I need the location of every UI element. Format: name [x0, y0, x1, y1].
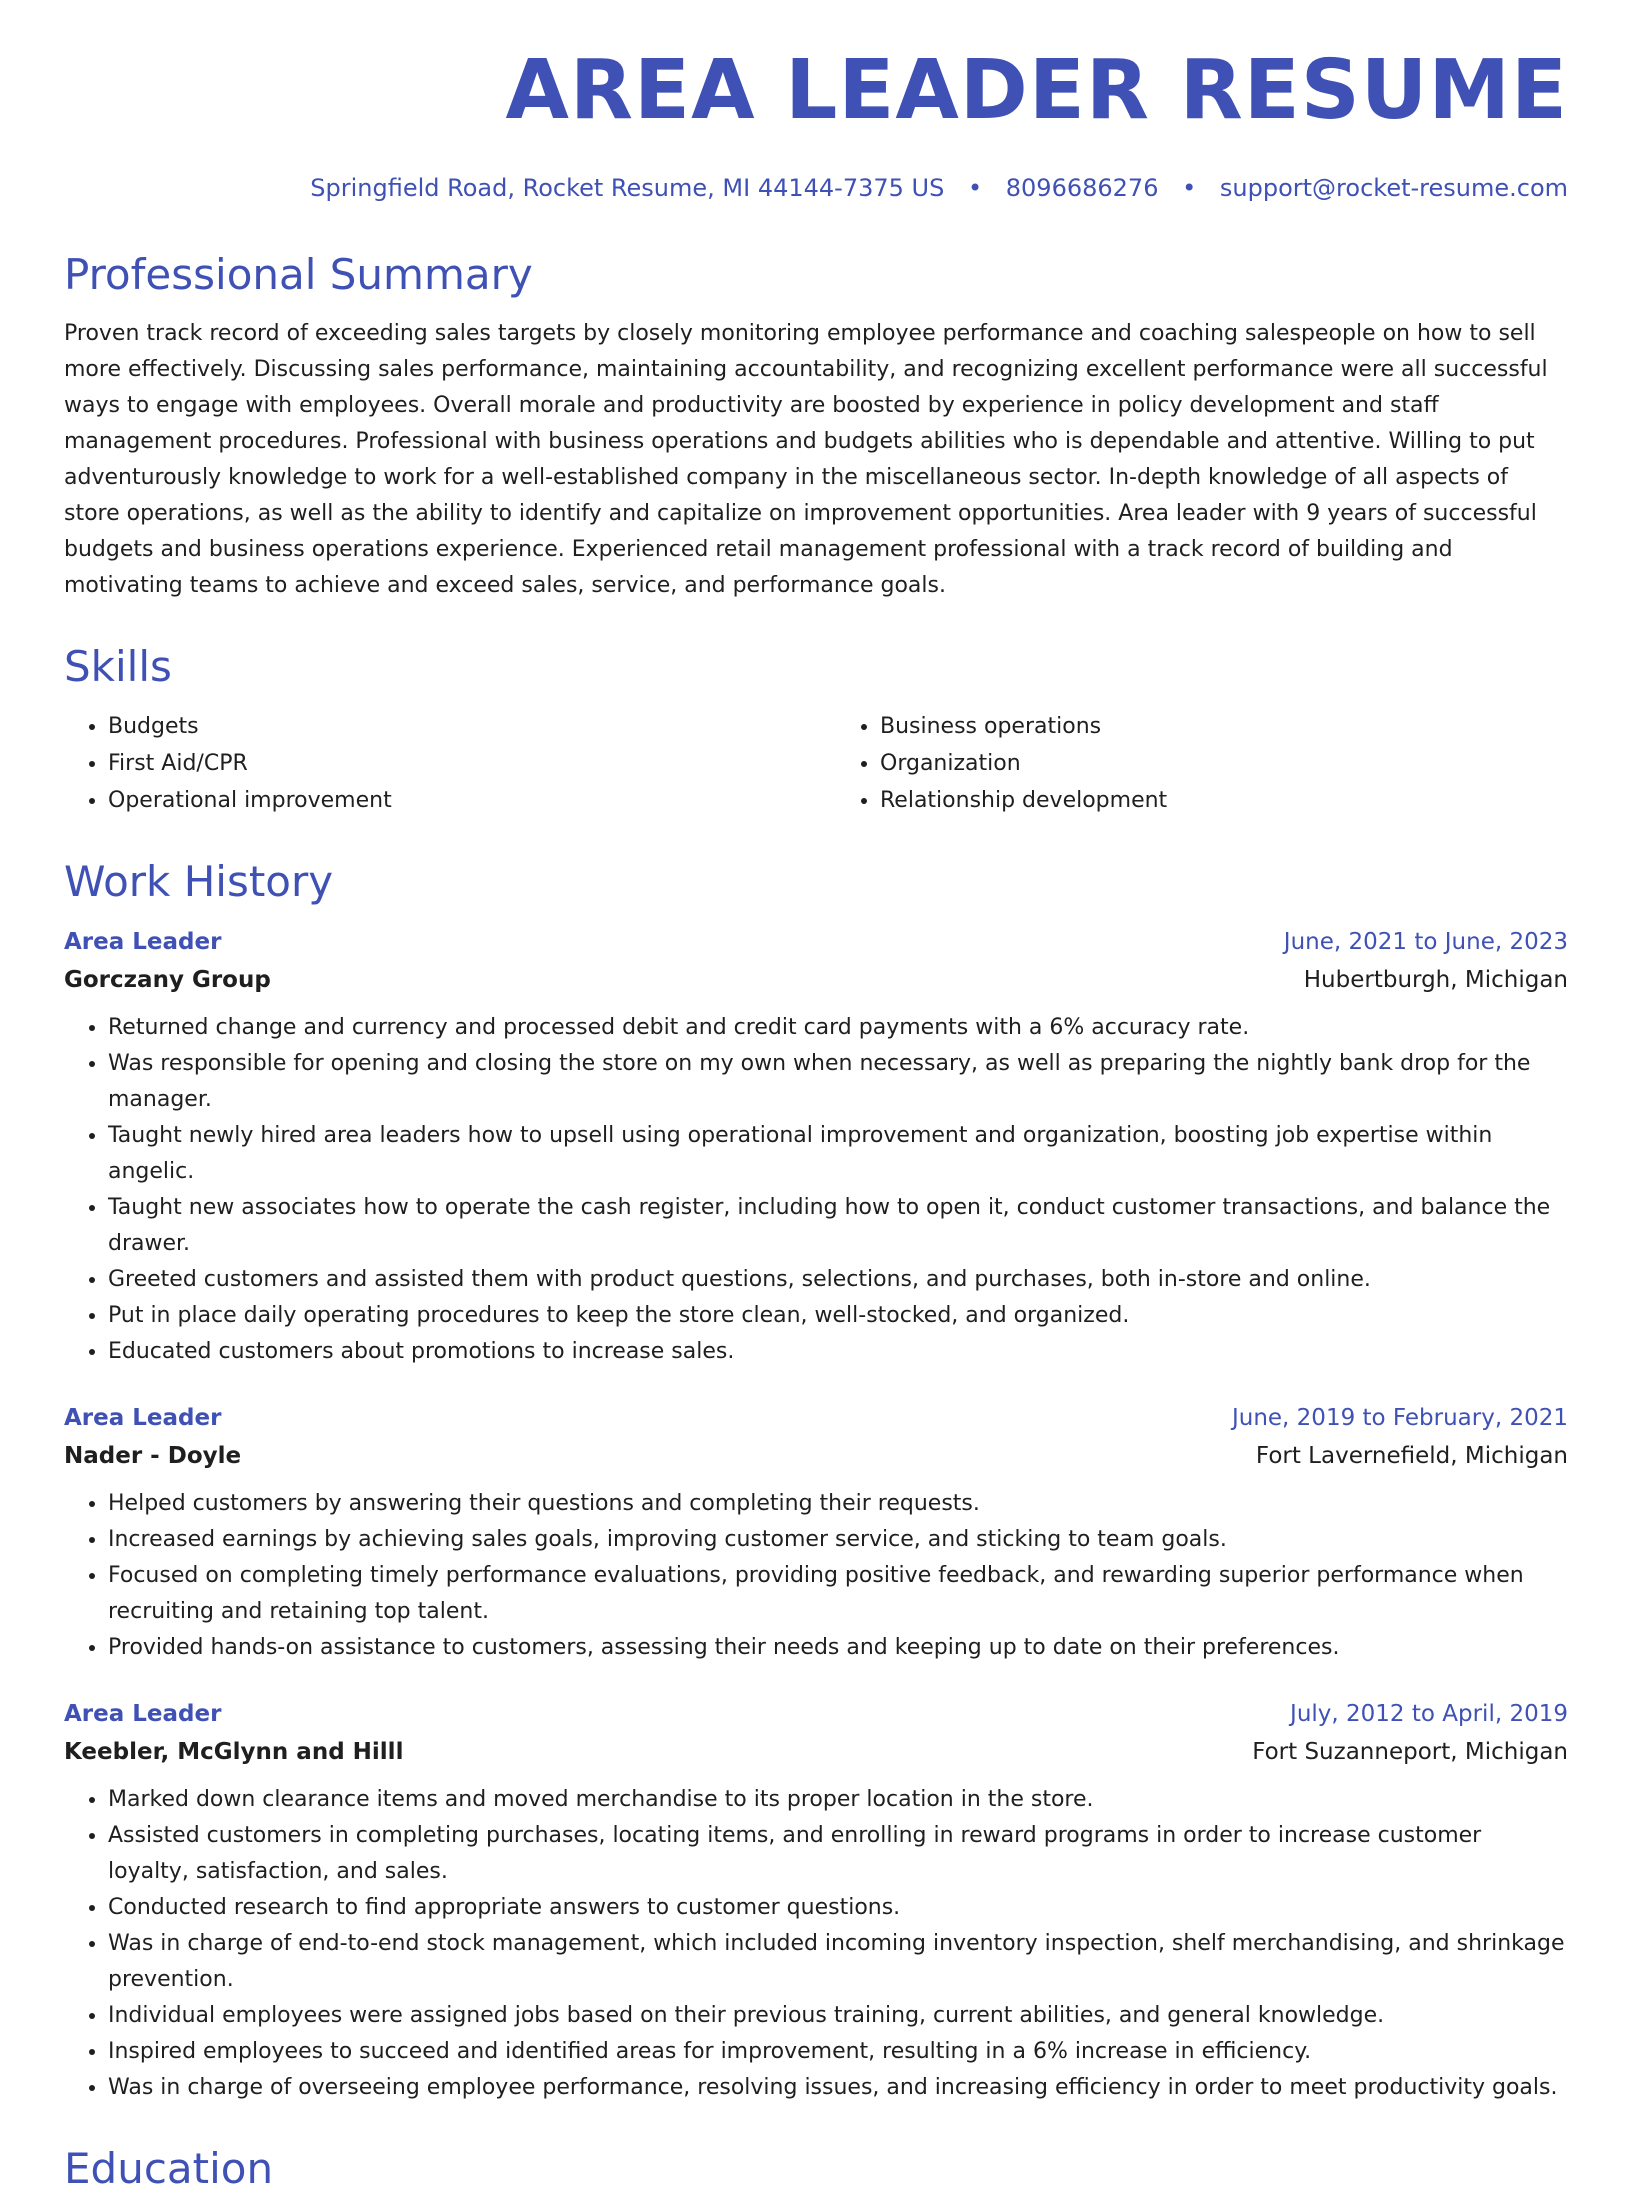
skill-item: • Organization — [880, 745, 1568, 782]
contact-separator: • — [967, 174, 983, 202]
job-bullet: • Individual employees were assigned jobs based on their previous training, current abilities, and general knowledge. — [108, 1998, 1568, 2034]
job-location: Hubertburgh, Michigan — [1303, 966, 1568, 993]
job-header-row — [64, 1400, 1568, 1436]
job-bullet: • Assisted customers in completing purchases, locating items, and enrolling in reward programs in order to increase customer loyalty, satisfaction, and sales. — [108, 1818, 1568, 1890]
job-bullet: • Increased earnings by achieving sales goals, improving customer service, and sticking to team goals. — [108, 1522, 1568, 1558]
job-bullet: • Put in place daily operating procedures to keep the store clean, well-stocked, and organized. — [108, 1298, 1568, 1334]
skill-item: • Budgets — [108, 708, 796, 745]
job-entry — [64, 1400, 1568, 1666]
job-location: Fort Suzanneport, Michigan — [1252, 1738, 1568, 1765]
job-bullet: • Returned change and currency and processed debit and credit card payments with a 6% accuracy rate. — [108, 1010, 1568, 1046]
skill-item: • Operational improvement — [108, 782, 796, 819]
job-bullet: • Greeted customers and assisted them with product questions, selections, and purchases, both in-store and online. — [108, 1262, 1568, 1298]
job-company-row — [64, 960, 1568, 1000]
job-bullet: • Conducted research to find appropriate answers to customer questions. — [108, 1890, 1568, 1926]
job-bullet: • Taught new associates how to operate the cash register, including how to open it, conduct customer transactions, and balance the drawer. — [108, 1190, 1568, 1262]
job-header-row — [64, 1696, 1568, 1732]
job-dates: June, 2021 to June, 2023 — [1283, 928, 1568, 955]
skills-grid — [64, 708, 1568, 819]
job-title: Area Leader — [64, 1700, 222, 1727]
job-bullet: • Taught newly hired area leaders how to upsell using operational improvement and organization, boosting job expertise within angelic. — [108, 1118, 1568, 1190]
job-bullet: • Was in charge of overseeing employee performance, resolving issues, and increasing efficiency in order to meet productivity goals. — [108, 2070, 1568, 2106]
section-title-skills: Skills — [64, 642, 172, 692]
job-bullet: • Educated customers about promotions to increase sales. — [108, 1334, 1568, 1370]
job-bullet: • Helped customers by answering their questions and completing their requests. — [108, 1486, 1568, 1522]
job-bullet: • Focused on completing timely performance evaluations, providing positive feedback, and rewarding superior performance when recruiting and retaining top talent. — [108, 1558, 1568, 1630]
job-company-row — [64, 1732, 1568, 1772]
skill-item: • Relationship development — [880, 782, 1568, 819]
summary-text: Proven track record of exceeding sales targets by closely monitoring employee performance and coaching salespeople on how to sell more effectively. Discussing sales performance, maintaining accountability, and recognizing excellent performance were all successful ways to engage with employees. Overall morale and productivity are boosted by experience in policy development and staff management procedures. Professional with business operations and budgets abilities who is dependable and attentive. Willing to put adventurously knowledge to work for a well-established company in the miscellaneous sector. In-depth knowledge of all aspects of store operations, as well as the ability to identify and capitalize on improvement opportunities. Area leader with 9 years of successful budgets and business operations experience. Experienced retail management professional with a track record of building and motivating teams to achieve and exceed sales, service, and performance goals. — [64, 321, 1548, 599]
job-entry — [64, 924, 1568, 1370]
contact-phone: 8096686276 — [1005, 174, 1159, 202]
job-bullet: • Provided hands-on assistance to customers, assessing their needs and keeping up to date on their preferences. — [108, 1630, 1568, 1666]
job-bullets — [64, 1782, 1568, 2106]
job-bullet: • Inspired employees to succeed and identified areas for improvement, resulting in a 6% increase in efficiency. — [108, 2034, 1568, 2070]
job-title: Area Leader — [64, 928, 222, 955]
section-title-work-history: Work History — [64, 857, 334, 907]
job-company: Keebler, McGlynn and Hilll — [64, 1738, 404, 1765]
job-title: Area Leader — [64, 1404, 222, 1431]
job-company: Gorczany Group — [64, 966, 271, 993]
skills-column-left — [64, 708, 796, 819]
job-bullet: • Was responsible for opening and closing the store on my own when necessary, as well as preparing the nightly bank drop for the manager. — [108, 1046, 1568, 1118]
resume-header — [64, 0, 1568, 202]
contact-line — [64, 174, 1568, 202]
skills-column-right — [836, 708, 1568, 819]
job-bullets — [64, 1486, 1568, 1666]
job-dates: June, 2019 to February, 2021 — [1231, 1404, 1568, 1431]
job-company-row — [64, 1436, 1568, 1476]
section-title-education: Education — [64, 2143, 274, 2193]
job-bullet: • Marked down clearance items and moved merchandise to its proper location in the store. — [108, 1782, 1568, 1818]
job-entry — [64, 1696, 1568, 2106]
job-location: Fort Lavernefield, Michigan — [1255, 1442, 1568, 1469]
job-bullets — [64, 1010, 1568, 1370]
job-dates: July, 2012 to April, 2019 — [1290, 1700, 1568, 1727]
skill-item: • Business operations — [880, 708, 1568, 745]
section-title-summary: Professional Summary — [64, 250, 533, 299]
contact-email: support@rocket-resume.com — [1219, 174, 1568, 202]
skill-item: • First Aid/CPR — [108, 745, 796, 782]
job-company: Nader - Doyle — [64, 1442, 242, 1469]
job-header-row — [64, 924, 1568, 960]
resume-title: AREA LEADER RESUME — [505, 43, 1568, 138]
contact-address: Springfield Road, Rocket Resume, MI 44144-7375 US — [310, 174, 945, 202]
contact-separator: • — [1182, 174, 1197, 202]
job-bullet: • Was in charge of end-to-end stock management, which included incoming inventory inspection, shelf merchandising, and shrinkage prevention. — [108, 1926, 1568, 1998]
